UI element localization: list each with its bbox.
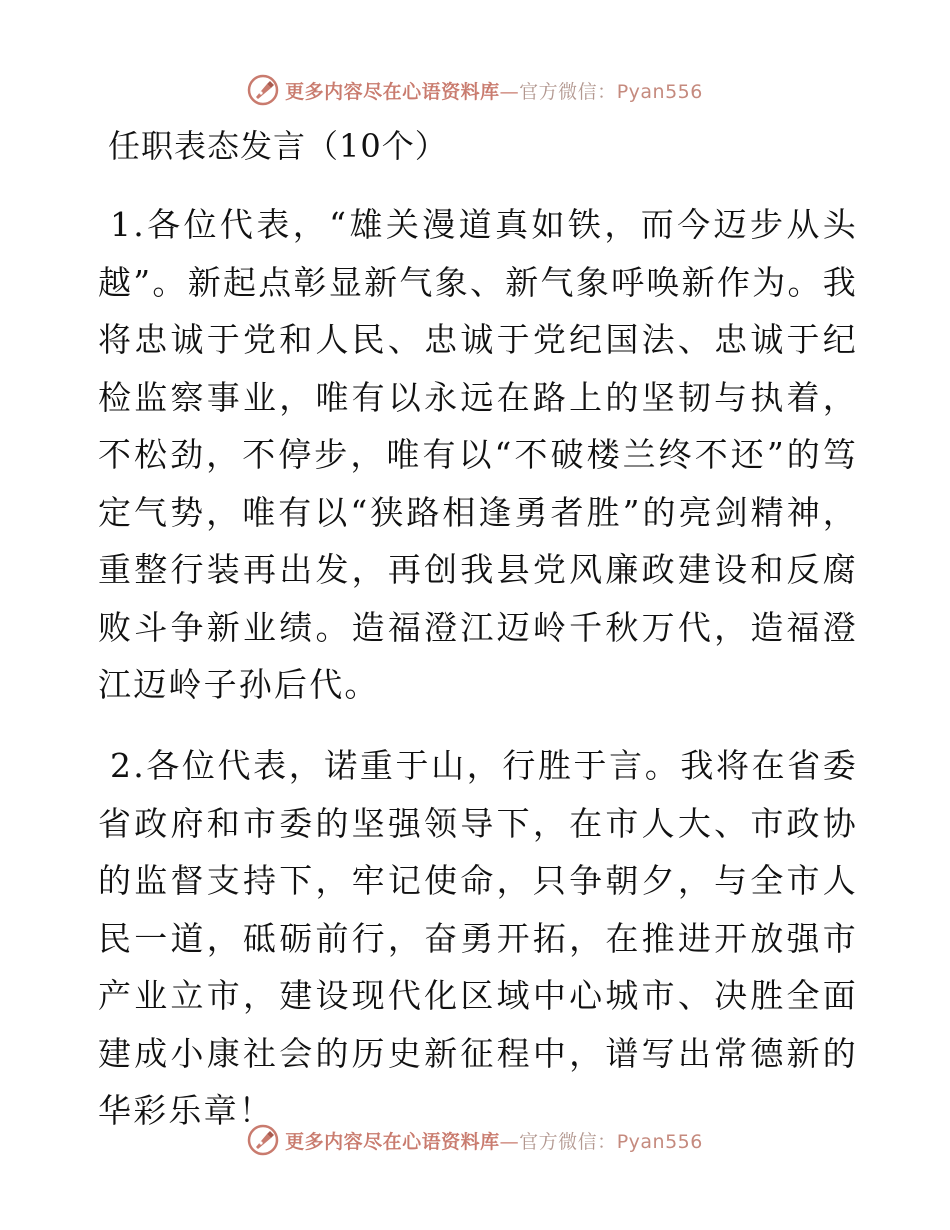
watermark-official: 官方微信：	[519, 1130, 617, 1153]
header-watermark	[0, 70, 950, 110]
watermark-official: 官方微信：	[519, 80, 617, 103]
paragraph-2: 2.各位代表，诺重于山，行胜于言。我将在省委省政府和市委的坚强领导下，在市人大、市政协的监督支持下，牢记使命，只争朝夕，与全市人民一道，砥砺前行，奋勇开拓，在推进开放强市产业立市，建设现代化区域中心城市、决胜全面建成小康社会的历史新征程中，谱写出常德新的华彩乐章！	[98, 746, 858, 1130]
watermark-id: Pyan556	[616, 1130, 703, 1153]
footer-watermark	[0, 1120, 950, 1160]
watermark-text	[285, 1127, 703, 1154]
watermark-brand: 更多内容尽在心语资料库	[285, 80, 500, 103]
watermark-text	[285, 77, 703, 104]
pen-nib-logo-icon	[247, 1124, 279, 1156]
pen-nib-logo-icon	[247, 74, 279, 106]
watermark-dash: —	[499, 1130, 520, 1153]
watermark-id: Pyan556	[616, 80, 703, 103]
watermark-dash: —	[499, 80, 520, 103]
document-title: 任职表态发言（10个）	[108, 127, 448, 165]
watermark-brand: 更多内容尽在心语资料库	[285, 1130, 500, 1153]
paragraph-1: 1.各位代表，“雄关漫道真如铁，而今迈步从头越”。新起点彰显新气象、新气象呼唤新作为。我将忠诚于党和人民、忠诚于党纪国法、忠诚于纪检监察事业，唯有以永远在路上的坚韧与执着，不松劲，不停步，唯有以“不破楼兰终不还”的笃定气势，唯有以“狭路相逢勇者胜”的亮剑精神，重整行装再出发，再创我县党风廉政建设和反腐败斗争新业绩。造福澄江迈岭千秋万代，造福澄江迈岭子孙后代。	[98, 205, 858, 704]
